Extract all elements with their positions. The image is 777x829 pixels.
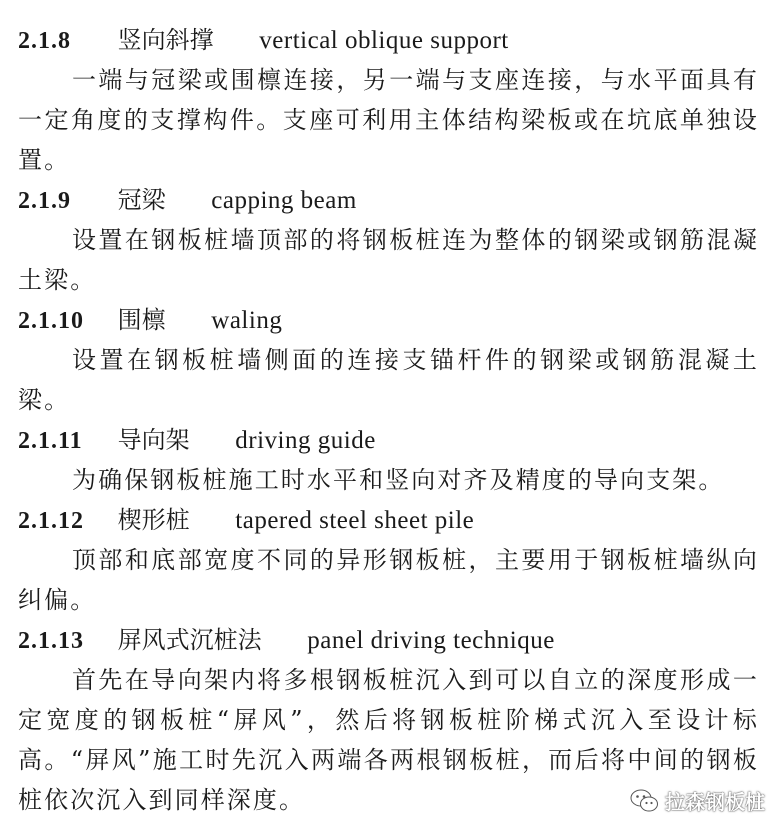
- term-number: 2.1.8: [18, 28, 71, 54]
- term-definition: 顶部和底部宽度不同的异形钢板桩，主要用于钢板桩墙纵向纠偏。: [18, 546, 759, 614]
- term-number: 2.1.11: [18, 428, 83, 454]
- term-2-1-10: [18, 300, 759, 420]
- term-2-1-8: [18, 20, 759, 180]
- term-english-name: capping beam: [211, 187, 357, 214]
- term-number: 2.1.12: [18, 508, 84, 534]
- term-heading: [18, 420, 759, 460]
- term-english-name: vertical oblique support: [259, 27, 509, 54]
- term-definition: 为确保钢板桩施工时水平和竖向对齐及精度的导向支架。: [72, 466, 725, 494]
- term-heading: [18, 620, 759, 660]
- term-english-name: panel driving technique: [307, 627, 555, 654]
- term-english-name: tapered steel sheet pile: [235, 507, 475, 534]
- term-heading: [18, 180, 759, 220]
- term-2-1-9: [18, 180, 759, 300]
- term-english-name: driving guide: [235, 427, 376, 454]
- term-chinese-name: 楔形桩: [117, 506, 190, 534]
- term-definition: 首先在导向架内将多根钢板桩沉入到可以自立的深度形成一定宽度的钢板桩“屏风”，然后将钢板桩阶梯式沉入至设计标高。“屏风”施工时先沉入两端各两根钢板桩，而后将中间的钢板桩依次沉入到同样深度。: [18, 666, 759, 814]
- term-chinese-name: 导向架: [117, 426, 190, 454]
- term-number: 2.1.13: [18, 628, 84, 654]
- term-definition: 设置在钢板桩墙侧面的连接支锚杆件的钢梁或钢筋混凝土梁。: [18, 346, 759, 414]
- watermark-text: 拉森钢板桩: [665, 790, 765, 814]
- term-definition: 设置在钢板桩墙顶部的将钢板桩连为整体的钢梁或钢筋混凝土梁。: [18, 226, 759, 294]
- term-2-1-12: [18, 500, 759, 620]
- wechat-icon: [629, 788, 659, 814]
- term-heading: [18, 20, 759, 60]
- term-chinese-name: 围檩: [117, 306, 166, 334]
- term-number: 2.1.9: [18, 188, 71, 214]
- term-heading: [18, 500, 759, 540]
- term-number: 2.1.10: [18, 308, 84, 334]
- term-chinese-name: 屏风式沉桩法: [117, 626, 262, 654]
- term-english-name: waling: [211, 307, 283, 334]
- term-chinese-name: 竖向斜撑: [117, 26, 214, 54]
- term-chinese-name: 冠梁: [117, 186, 166, 214]
- term-definition: 一端与冠梁或围檩连接，另一端与支座连接，与水平面具有一定角度的支撑构件。支座可利用主体结构梁板或在坑底单独设置。: [18, 66, 759, 174]
- term-2-1-11: [18, 420, 759, 500]
- watermark: [629, 786, 765, 815]
- term-heading: [18, 300, 759, 340]
